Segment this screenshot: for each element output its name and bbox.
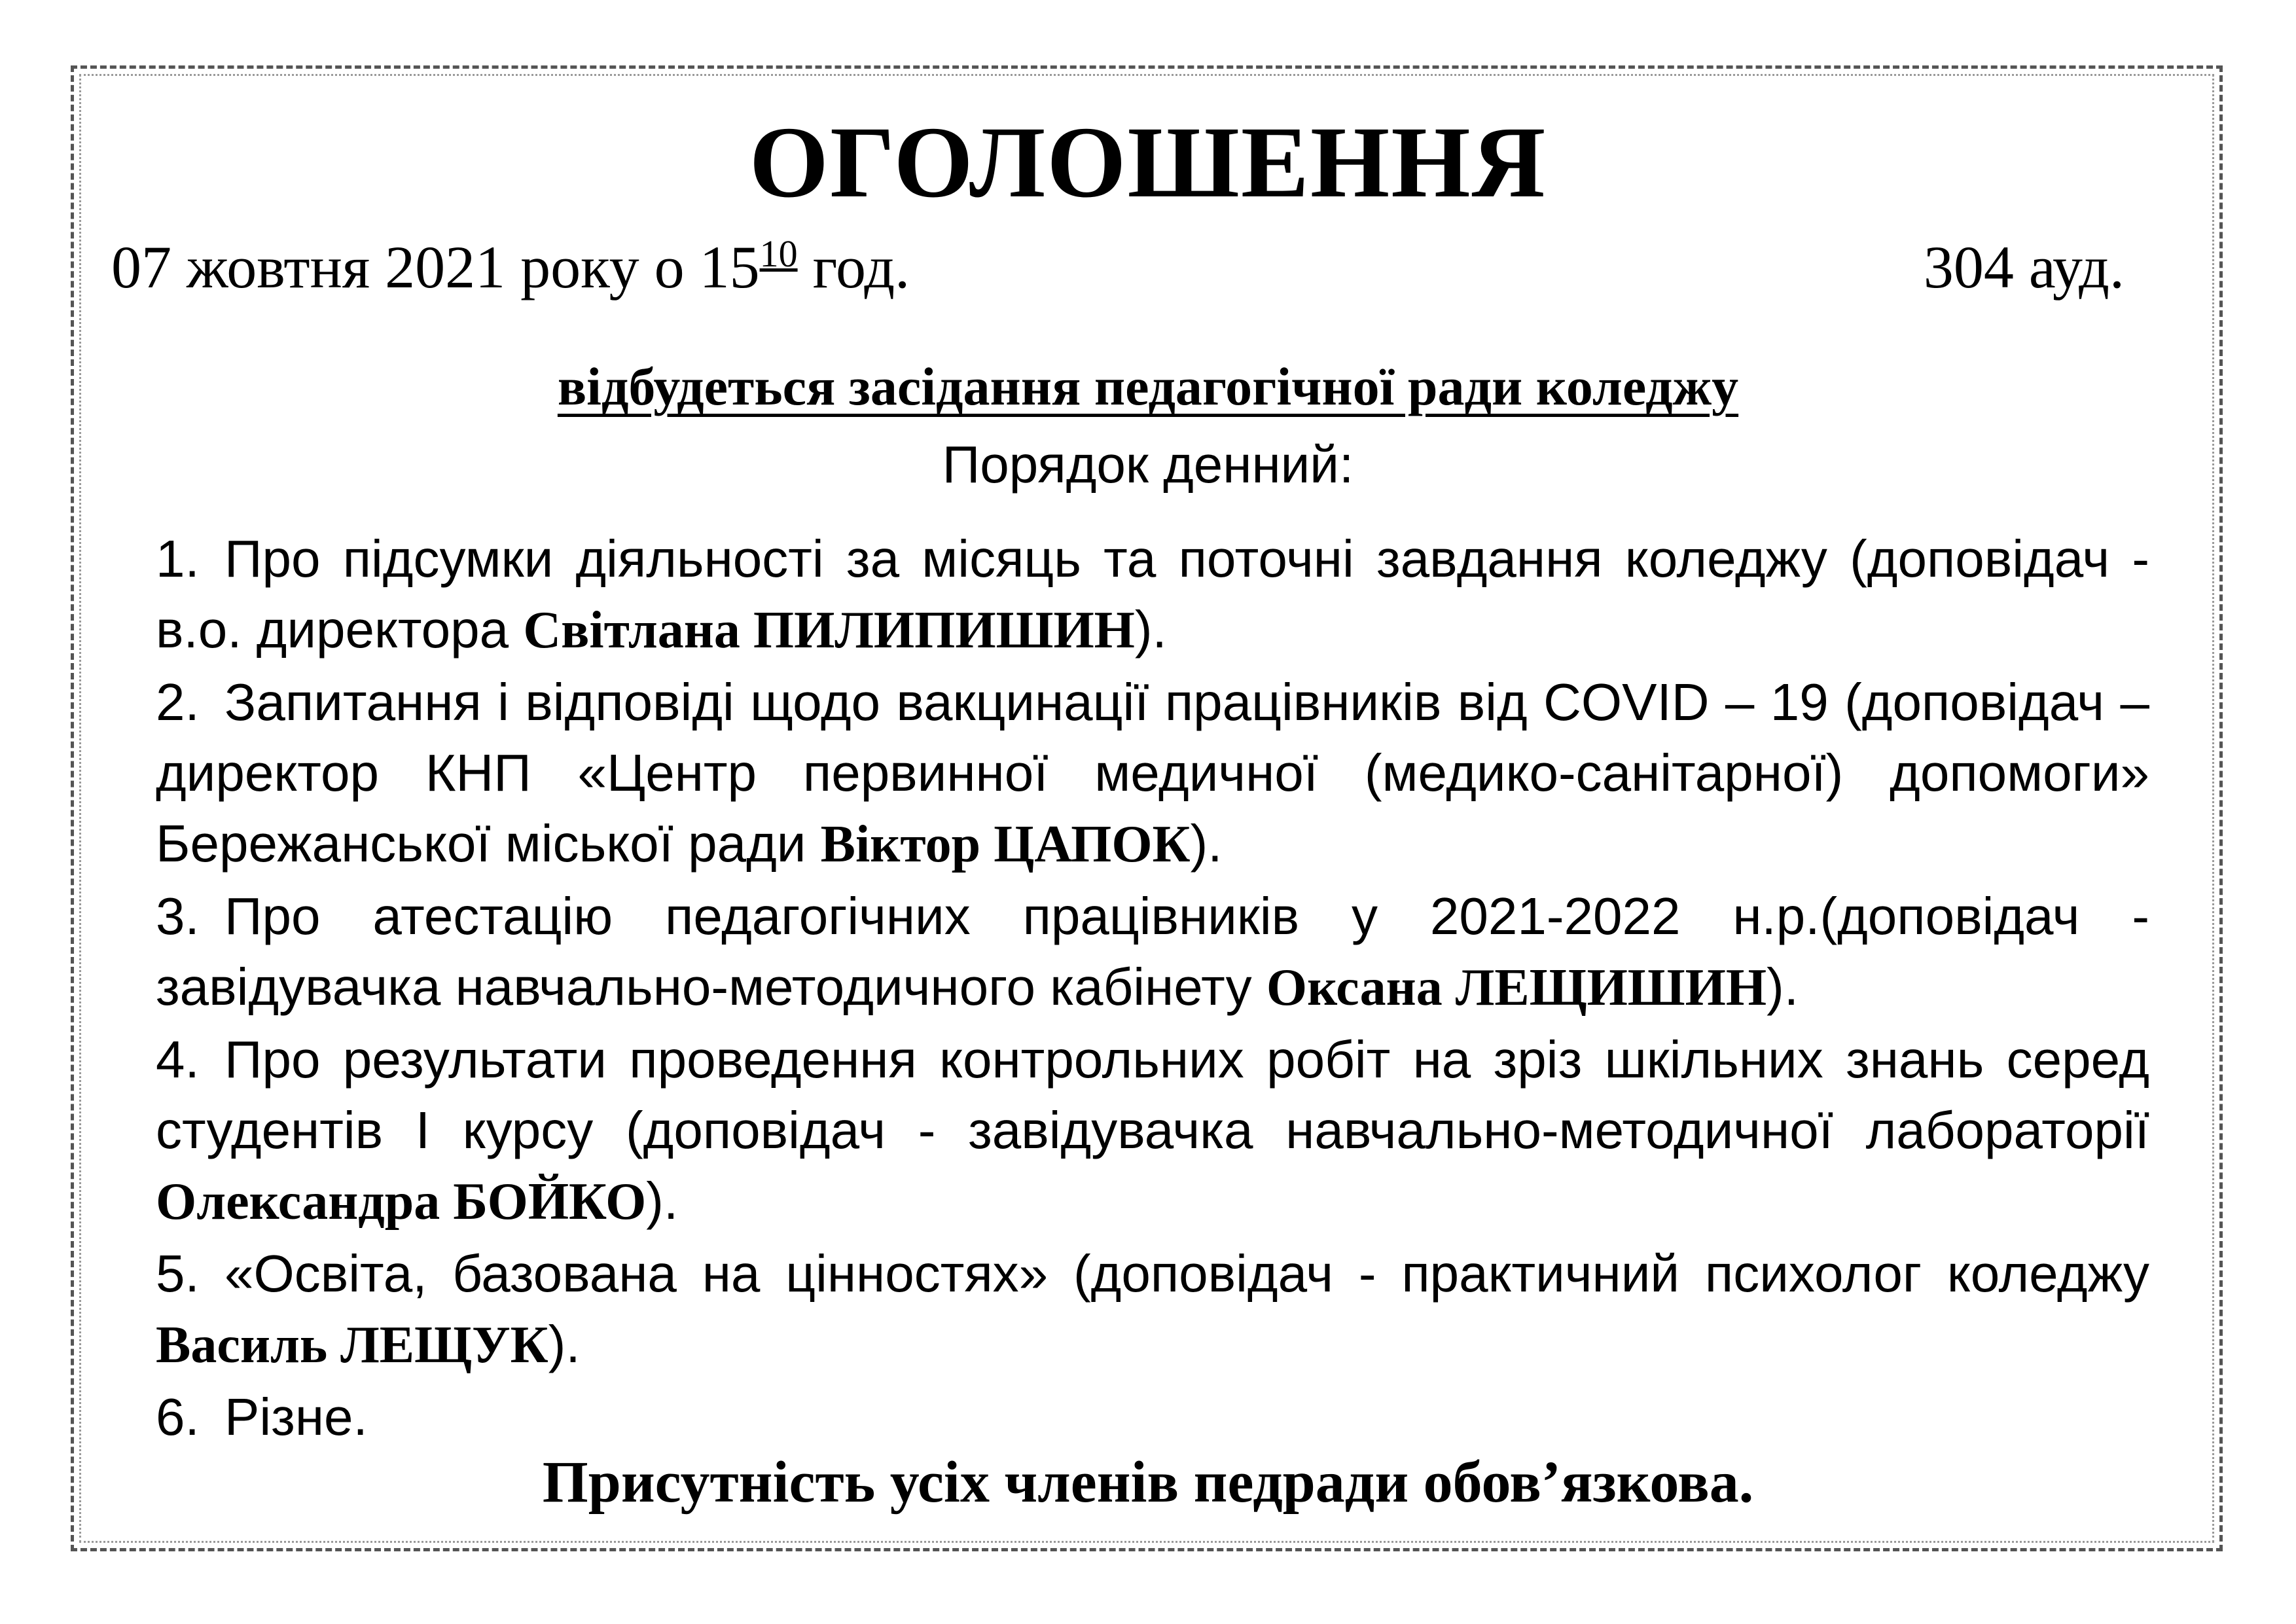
agenda-item-number: 5. [156, 1244, 200, 1303]
agenda-item [156, 881, 2149, 1023]
meeting-time-minutes: 10 [759, 232, 798, 276]
agenda-item-text: Різне. [224, 1388, 368, 1446]
agenda-item-text: Про атестацію педагогічних працівників у 2021-2022 н.р.(доповідач - завідувачка навчально-методичного кабінету [156, 887, 2149, 1016]
agenda-item-text-end: ). [548, 1315, 581, 1373]
agenda-item-text-end: ). [1134, 600, 1167, 659]
agenda-item-number: 3. [156, 887, 200, 945]
agenda-item-text-end: ). [1190, 814, 1223, 873]
agenda-item-text-end: ). [1767, 958, 1799, 1016]
agenda-item-number: 2. [156, 673, 200, 731]
agenda-item-number: 6. [156, 1388, 200, 1446]
meeting-subtitle-text: відбудеться засідання педагогічної ради коледжу [557, 357, 1739, 416]
agenda-item-speaker: Світлана ПИЛИПИШИН [523, 602, 1135, 659]
date-line [111, 232, 2125, 300]
agenda-item-speaker: Оксана ЛЕЩИШИН [1266, 959, 1767, 1017]
agenda-item-number: 4. [156, 1030, 200, 1089]
agenda-item-text: Про підсумки діяльності за місяць та поточні завдання коледжу (доповідач - в.о. директора [156, 530, 2149, 659]
meeting-subtitle [0, 357, 2296, 416]
agenda-item-number: 1. [156, 530, 200, 588]
meeting-date-time [111, 232, 910, 300]
agenda-item-text: Про результати проведення контрольних робіт на зріз шкільних знань серед студентів І курсу (доповідач - завідувачка навчально-методичної лабораторії [156, 1030, 2149, 1159]
agenda-item-text-end: ). [646, 1172, 679, 1230]
meeting-time-suffix: год. [797, 234, 910, 300]
agenda-item [156, 1238, 2149, 1380]
meeting-date: 07 жовтня 2021 року о 15 [111, 234, 760, 300]
agenda-item-text: Запитання і відповіді щодо вакцинації працівників від COVID – 19 (доповідач – директор КНП «Центр первинної медичної (медико-санітарної) допомоги» Бережанської міської ради [156, 673, 2149, 873]
agenda-item [156, 1024, 2149, 1237]
agenda-item-speaker: Василь ЛЕЩУК [156, 1316, 548, 1374]
agenda-item [156, 1382, 2149, 1453]
agenda-item [156, 524, 2149, 666]
agenda-item [156, 667, 2149, 880]
meeting-room: 304 ауд. [1923, 234, 2125, 300]
agenda-item-text: «Освіта, базована на цінностях» (доповідач - практичний психолог коледжу [224, 1244, 2149, 1303]
agenda-item-speaker: Віктор ЦАПОК [820, 816, 1191, 873]
announcement-title: ОГОЛОШЕННЯ [749, 105, 1547, 219]
agenda-heading: Порядок денний: [942, 435, 1354, 494]
attendance-notice: Присутність усіх членів педради обов’язкова. [542, 1450, 1754, 1515]
agenda-item-speaker: Олександра БОЙКО [156, 1173, 647, 1231]
agenda-list [156, 524, 2149, 1454]
